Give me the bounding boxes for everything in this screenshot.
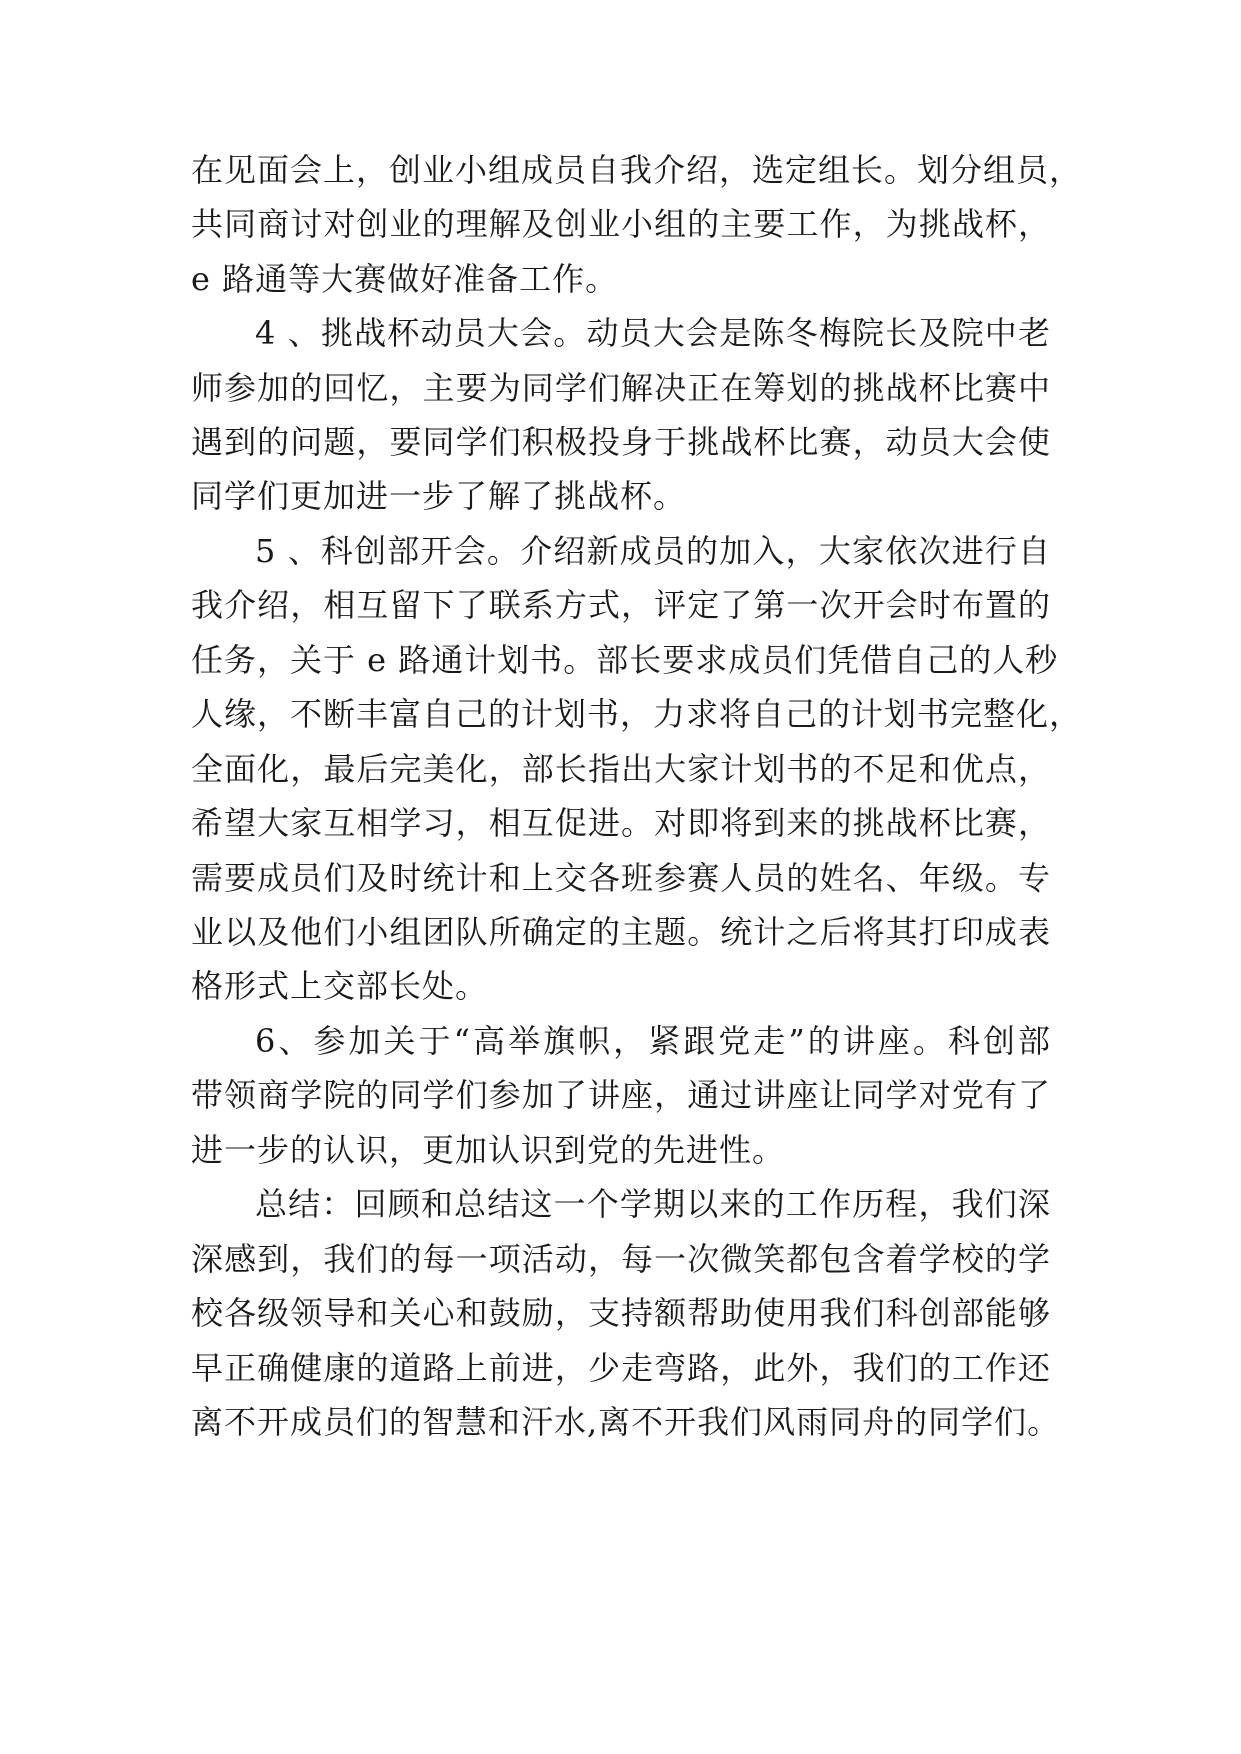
paragraph-line: 进一步的认识，更加认识到党的先进性。: [191, 1131, 786, 1169]
paragraph-line: 深感到，我们的每一项活动，每一次微笑都包含着学校的学: [191, 1240, 1051, 1278]
paragraph-line: 5 、科创部开会。介绍新成员的加入，大家依次进行自: [255, 532, 1051, 570]
paragraph-line: 6、参加关于“高举旗帜，紧跟党走”的讲座。科创部: [255, 1022, 1051, 1060]
paragraph-line: 共同商讨对创业的理解及创业小组的主要工作，为挑战杯，: [191, 205, 1051, 243]
paragraph-line: 任务，关于 e 路通计划书。部长要求成员们凭借自己的人秒: [191, 641, 1059, 679]
paragraph-line: 人缘，不断丰富自己的计划书，力求将自己的计划书完整化，: [191, 695, 1083, 733]
paragraph-line: 格形式上交部长处。: [191, 967, 489, 1005]
paragraph-line: 离不开成员们的智慧和汗水,离不开我们风雨同舟的同学们。: [191, 1403, 1061, 1441]
paragraph-line: 遇到的问题，要同学们积极投身于挑战杯比赛，动员大会使: [191, 423, 1051, 461]
paragraph-line: e 路通等大赛做好准备工作。: [191, 260, 619, 298]
paragraph-line: 我介绍，相互留下了联系方式，评定了第一次开会时布置的: [191, 586, 1051, 624]
paragraph-line: 需要成员们及时统计和上交各班参赛人员的姓名、年级。专: [191, 859, 1051, 897]
paragraph-line: 在见面会上，创业小组成员自我介绍，选定组长。划分组员，: [191, 151, 1083, 189]
paragraph-line: 全面化，最后完美化，部长指出大家计划书的不足和优点，: [191, 750, 1051, 788]
paragraph-line: 希望大家互相学习，相互促进。对即将到来的挑战杯比赛，: [191, 804, 1051, 842]
paragraph-line: 同学们更加进一步了解了挑战杯。: [191, 477, 687, 515]
paragraph-line: 师参加的回忆，主要为同学们解决正在筹划的挑战杯比赛中: [191, 369, 1051, 407]
paragraph-line: 带领商学院的同学们参加了讲座，通过讲座让同学对党有了: [191, 1076, 1051, 1114]
paragraph-line: 校各级领导和关心和鼓励，支持额帮助使用我们科创部能够: [191, 1294, 1051, 1332]
paragraph-line: 总结：回顾和总结这一个学期以来的工作历程，我们深: [255, 1185, 1051, 1223]
paragraph-line: 早正确健康的道路上前进，少走弯路，此外，我们的工作还: [191, 1349, 1051, 1387]
paragraph-line: 4 、挑战杯动员大会。动员大会是陈冬梅院长及院中老: [255, 314, 1051, 352]
paragraph-line: 业以及他们小组团队所确定的主题。统计之后将其打印成表: [191, 913, 1051, 951]
